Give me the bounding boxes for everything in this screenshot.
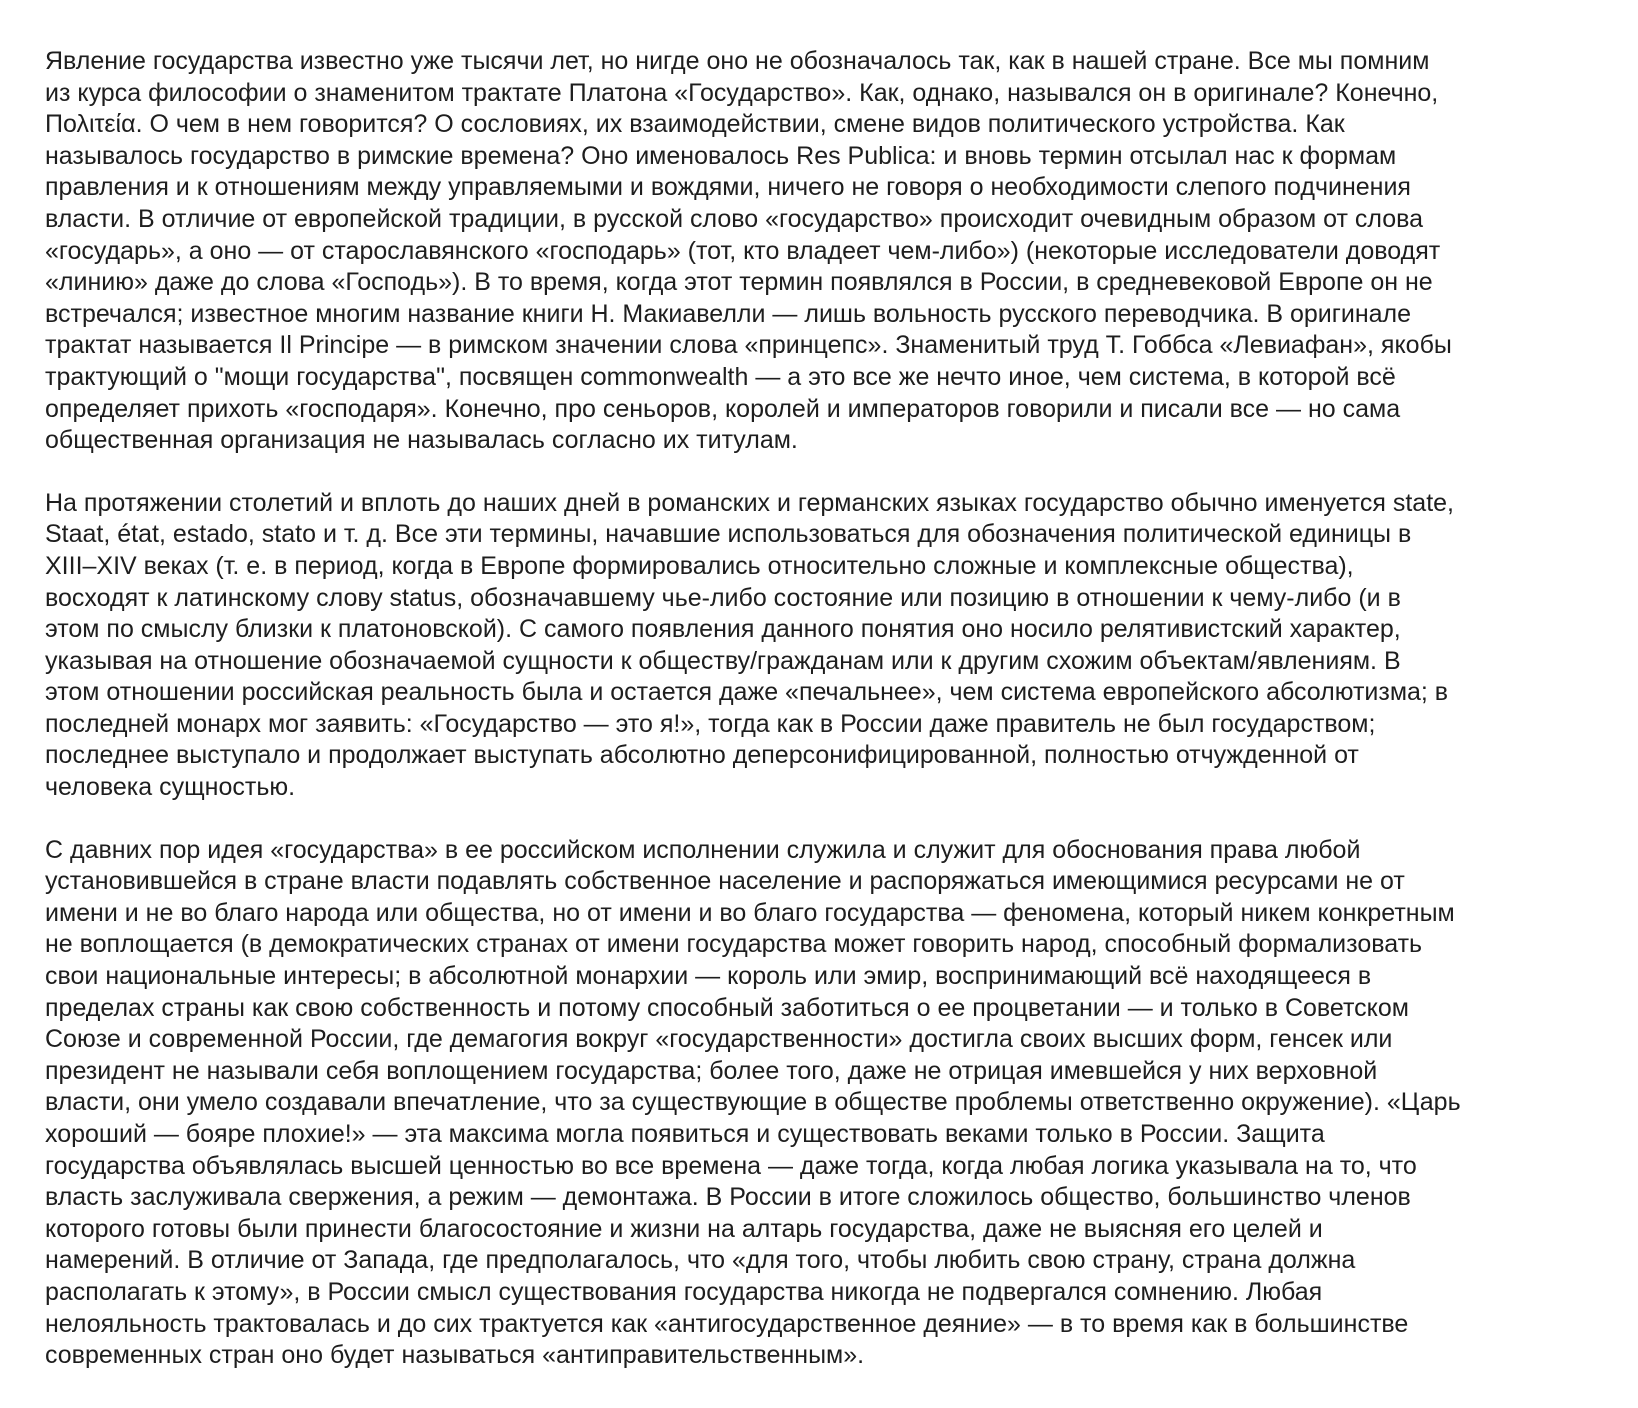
paragraph-3: С давних пор идея «государства» в ее российском исполнении служила и служит для обоснования права любой установившейся в стране власти подавлять собственное население и распоряжаться имеющимися ресурсами не от имени и не во благо народа или общества, но от имени и во благо государства — феномена, который никем конкретным не воплощается (в демократических странах от имени государства может говорить народ, способный формализовать свои национальные интересы; в абсолютной монархии — король или эмир, воспринимающий всё находящееся в пределах страны как свою собственность и потому способный заботиться о ее процветании — и только в Советском Союзе и современной России, где демагогия вокруг «государственности» достигла своих высших форм, генсек или президент не называли себя воплощением государства; более того, даже не отрицая имевшейся у них верховной власти, они умело создавали впечатление, что за существующие в обществе проблемы ответственно окружение). «Царь хороший — бояре плохие!» — эта максима могла появиться и существовать веками только в России. Защита государства объявлялась высшей ценностью во все времена — даже тогда, когда любая логика указывала на то, что власть заслуживала свержения, а режим — демонтажа. В России в итоге сложилось общество, большинство членов которого готовы были принести благосостояние и жизни на алтарь государства, даже не выясняя его целей и намерений. В отличие от Запада, где предполагалось, что «для того, чтобы любить свою страну, страна должна располагать к этому», в России смысл существования государства никогда не подвергался сомнению. Любая нелояльность трактовалась и до сих трактуется как «антигосударственное деяние» — в то время как в большинстве современных стран оно будет называться «антиправительственным». [45, 835, 1461, 1370]
paragraph-1: Явление государства известно уже тысячи лет, но нигде оно не обозначалось так, как в нашей стране. Все мы помним из курса философии о знаменитом трактате Платона «Государство». Как, однако, назывался он в оригинале? Конечно, Πολιτεία. О чем в нем говорится? О сословиях, их взаимодействии, смене видов политического устройства. Как называлось государство в римские времена? Оно именовалось Res Publica: и вновь термин отсылал нас к формам правления и к отношениям между управляемыми и вождями, ничего не говоря о необходимости слепого подчинения власти. В отличие от европейской традиции, в русской слово «государство» происходит очевидным образом от слова «государь», а оно — от старославянского «господарь» (тот, кто владеет чем-либо») (некоторые исследователи доводят «линию» даже до слова «Господь»). В то время, когда этот термин появлялся в России, в средневековой Европе он не встречался; известное многим название книги Н. Макиавелли — лишь вольность русского переводчика. В оригинале трактат называется Il Principe — в римском значении слова «принцепс». Знаменитый труд Т. Гоббса «Левиафан», якобы трактующий о "мощи государства", посвящен commonwealth — а это все же нечто иное, чем система, в которой всё определяет прихоть «господаря». Конечно, про сеньоров, королей и императоров говорили и писали все — но сама общественная организация не называлась согласно их титулам. [45, 47, 1452, 455]
article-body [45, 46, 1595, 1403]
paragraph-2: На протяжении столетий и вплоть до наших дней в романских и германских языках государство обычно именуется state, Staat, état, estado, stato и т. д. Все эти термины, начавшие использоваться для обозначения политической единицы в XIII–XIV веках (т. е. в период, когда в Европе формировались относительно сложные и комплексные общества), восходят к латинскому слову status, обозначавшему чье-либо состояние или позицию в отношении к чему-либо (и в этом по смыслу близки к платоновской). С самого появления данного понятия оно носило релятивистский характер, указывая на отношение обозначаемой сущности к обществу/гражданам или к другим схожим объектам/явлениям. В этом отношении российская реальность была и остается даже «печальнее», чем система европейского абсолютизма; в последней монарх мог заявить: «Государство — это я!», тогда как в России даже правитель не был государством; последнее выступало и продолжает выступать абсолютно деперсонифицированной, полностью отчужденной от человека сущностью. [45, 488, 1454, 802]
